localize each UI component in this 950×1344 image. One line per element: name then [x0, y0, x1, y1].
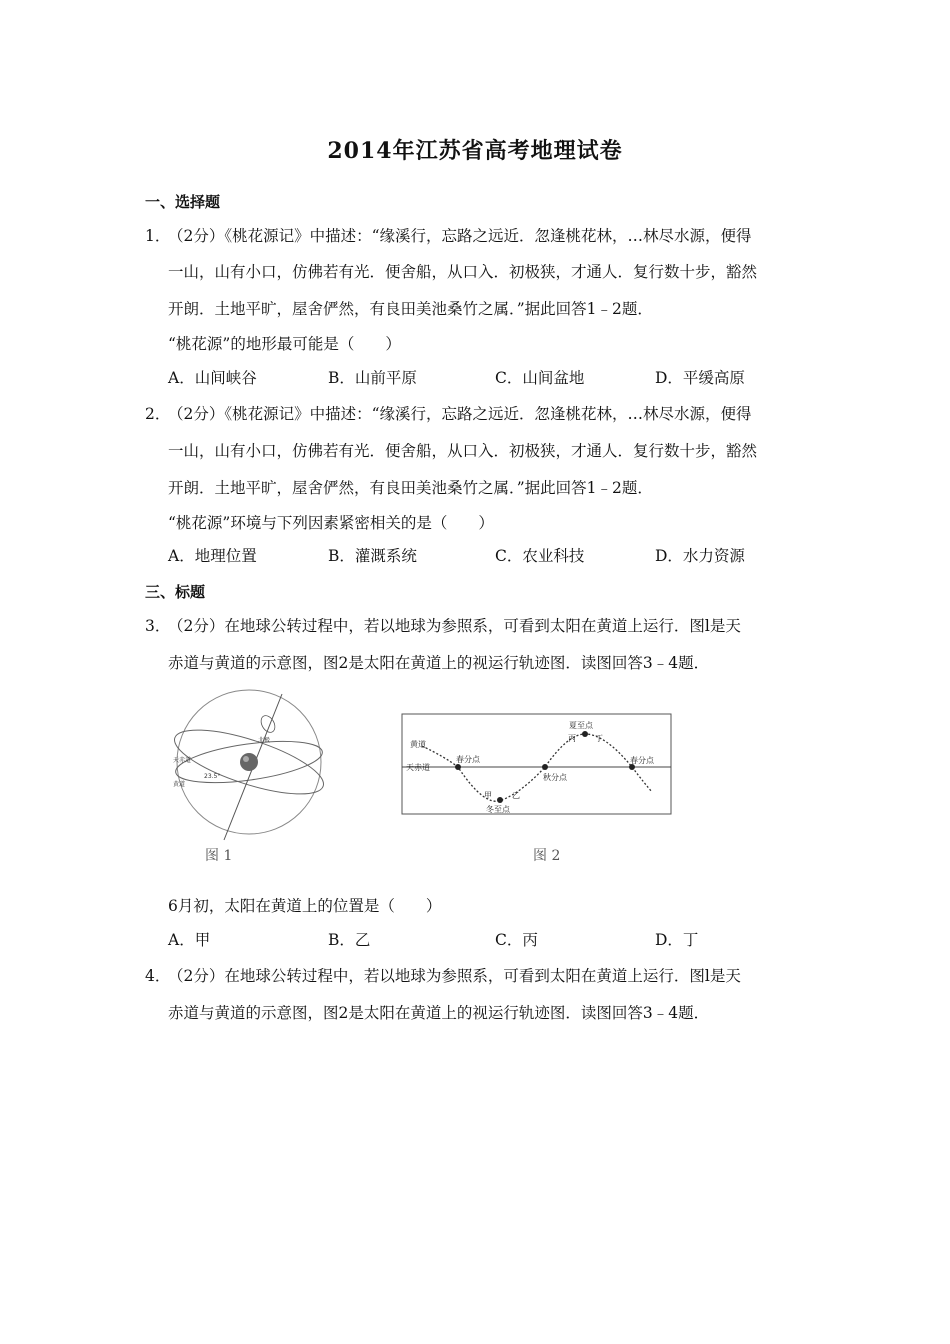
point-qiufen	[542, 764, 548, 770]
q1-text-line-3: 开朗．土地平旷，屋舍俨然，有良田美池桑竹之属．”据此回答1﹣2题．	[168, 300, 653, 318]
q1-option-a[interactable]: A．山间峡谷	[168, 369, 257, 387]
fig1-label-angle: 23.5°	[204, 773, 221, 780]
fig1-label-tianchidao: 天赤道	[173, 757, 192, 764]
q2-option-c[interactable]: C．农业科技	[495, 547, 585, 565]
fig2-label-tianchidao: 天赤道	[406, 763, 430, 772]
q3-stem: 6月初，太阳在黄道上的位置是（ ）	[168, 897, 442, 915]
q3-option-c[interactable]: C．丙	[495, 931, 538, 949]
fig2-label-jia: 甲	[484, 791, 492, 800]
q2-text-line-1: （2分）《桃花源记》中描述：“缘溪行，忘路之远近．忽逢桃花林，…林尽水源，便得	[168, 405, 752, 423]
point-xiazhi	[582, 731, 588, 737]
question-number-2: 2．	[145, 405, 171, 423]
page-title: 2014年江苏省高考地理试卷	[327, 138, 623, 164]
figure-1-celestial-sphere	[164, 682, 334, 842]
q1-option-c[interactable]: C．山间盆地	[495, 369, 585, 387]
section-heading-label: 三、标题	[145, 583, 206, 601]
q2-option-a[interactable]: A．地理位置	[168, 547, 257, 565]
figure-2-caption: 图 2	[533, 848, 561, 864]
earth-icon	[240, 753, 258, 771]
q4-text-line-2: 赤道与黄道的示意图，图2是太阳在黄道上的视运行轨迹图．读图回答3﹣4题．	[168, 1004, 710, 1022]
fig2-label-xiazhi: 夏至点	[569, 721, 593, 730]
question-number-4: 4．	[145, 967, 171, 985]
fig1-label-beiji: 北极	[258, 737, 271, 744]
fig2-label-chunfen-1: 春分点	[456, 755, 480, 764]
section-heading-choice: 一、选择题	[145, 193, 221, 211]
question-number-1: 1．	[145, 227, 171, 245]
fig2-label-huangdao: 黄道	[410, 740, 426, 749]
q2-option-d[interactable]: D．水力资源	[655, 547, 745, 565]
q3-text-line-1: （2分）在地球公转过程中，若以地球为参照系，可看到太阳在黄道上运行．图l是天	[168, 617, 741, 635]
figure-2-ecliptic-path	[400, 712, 674, 818]
q1-stem: “桃花源”的地形最可能是（ ）	[168, 335, 401, 353]
fig2-label-qiufen: 秋分点	[543, 773, 567, 782]
figure-1-caption: 图 1	[205, 848, 233, 864]
q3-option-d[interactable]: D．丁	[655, 931, 699, 949]
question-number-3: 3．	[145, 617, 171, 635]
fig2-label-ding: 丁	[595, 734, 603, 743]
fig1-label-huangdao: 黄道	[173, 781, 186, 788]
q1-text-line-2: 一山，山有小口，仿佛若有光．便舍船，从口入．初极狭，才通人．复行数十步，豁然	[168, 263, 758, 281]
fig2-label-dongzhi: 冬至点	[486, 805, 510, 814]
fig2-label-yi: 乙	[512, 791, 520, 800]
point-dongzhi	[497, 797, 503, 803]
fig2-label-bing: 丙	[568, 734, 576, 743]
q4-text-line-1: （2分）在地球公转过程中，若以地球为参照系，可看到太阳在黄道上运行．图l是天	[168, 967, 741, 985]
q3-text-line-2: 赤道与黄道的示意图，图2是太阳在黄道上的视运行轨迹图．读图回答3﹣4题．	[168, 654, 710, 672]
q1-text-line-1: （2分）《桃花源记》中描述：“缘溪行，忘路之远近．忽逢桃花林，…林尽水源，便得	[168, 227, 752, 245]
q1-option-d[interactable]: D．平缓高原	[655, 369, 745, 387]
q2-option-b[interactable]: B．灌溉系统	[328, 547, 417, 565]
q1-option-b[interactable]: B．山前平原	[328, 369, 417, 387]
q2-text-line-2: 一山，山有小口，仿佛若有光．便舍船，从口入．初极狭，才通人．复行数十步，豁然	[168, 442, 758, 460]
q3-option-a[interactable]: A．甲	[168, 931, 211, 949]
point-chunfen-1	[455, 764, 461, 770]
q2-text-line-3: 开朗．土地平旷，屋舍俨然，有良田美池桑竹之属．”据此回答1﹣2题．	[168, 479, 653, 497]
q2-stem: “桃花源”环境与下列因素紧密相关的是（ ）	[168, 514, 494, 532]
q3-option-b[interactable]: B．乙	[328, 931, 371, 949]
fig2-label-chunfen-2: 春分点	[630, 756, 654, 765]
